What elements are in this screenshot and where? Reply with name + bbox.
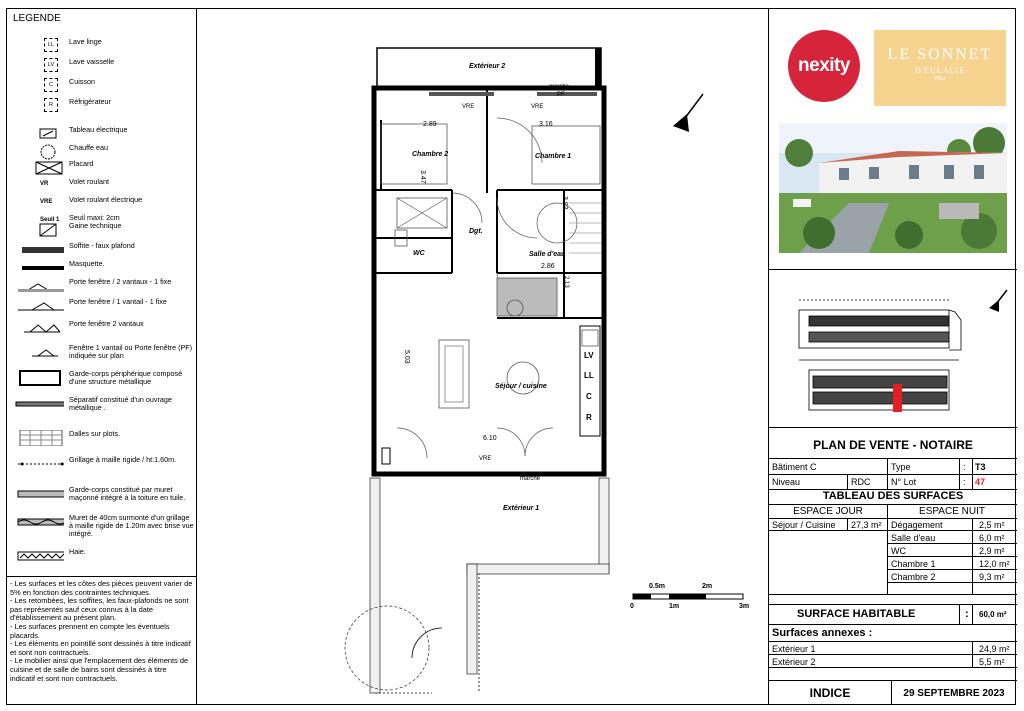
niveau-label: Niveau — [772, 477, 801, 487]
lot-highlight — [893, 384, 902, 412]
legend-symbol-drawing — [14, 514, 64, 530]
nuit-room-name: Chambre 2 — [891, 572, 936, 582]
annexe-name: Extérieur 1 — [772, 644, 816, 654]
note: - Les surfaces et les côtes des pièces peuvent varier de 5% en fonction des contraintes techniques. — [10, 579, 193, 597]
legend-label: Cuisson — [69, 77, 95, 86]
legend-symbol-drawing — [14, 144, 64, 160]
floor-plan — [197, 8, 768, 705]
legend-item — [6, 548, 197, 566]
nuit-room-value: 6,0 m² — [979, 533, 1005, 543]
legend-symbol — [14, 456, 64, 472]
type-label: Type — [891, 462, 911, 472]
habitable-separator: : — [965, 608, 969, 620]
legend-label: Placard — [69, 159, 94, 168]
dimension: 3.93 — [561, 196, 568, 210]
legend-symbol-drawing — [14, 320, 64, 336]
legend-symbol — [14, 98, 64, 114]
legend-symbol-text: VR — [40, 181, 49, 187]
annexe-name: Extérieur 2 — [772, 657, 816, 667]
legend-symbol — [14, 178, 64, 194]
appliance-label: C — [586, 392, 592, 401]
legend-item — [6, 38, 197, 56]
legend-symbol-drawing — [14, 260, 64, 276]
legend-item — [6, 242, 197, 260]
legend-symbol-drawing — [14, 278, 64, 294]
legend-symbol — [14, 514, 64, 530]
shower — [497, 278, 557, 316]
scale-bar — [633, 594, 743, 599]
surface-table — [769, 428, 1017, 705]
north-arrow-icon — [989, 290, 1007, 312]
scale-label: 3m — [739, 603, 750, 610]
legend-label: Haie. — [69, 547, 86, 556]
legend-label: Tableau électrique — [69, 125, 128, 134]
legend-item — [6, 178, 197, 196]
legend-symbol — [14, 126, 64, 142]
legend-symbol-drawing — [14, 486, 64, 502]
habitable-value: 60,0 m² — [979, 610, 1007, 619]
sheet-date: 29 SEPTEMBRE 2023 — [903, 688, 1005, 699]
legend-item — [6, 513, 197, 538]
niveau-value: RDC — [851, 477, 871, 487]
legend-symbol-drawing — [14, 160, 64, 176]
espace-nuit-heading: ESPACE NUIT — [919, 506, 985, 517]
room-label-exterieur-1: Extérieur 1 — [503, 505, 540, 512]
nuit-room-name: Chambre 1 — [891, 559, 936, 569]
tree — [345, 606, 429, 690]
legend-symbol — [14, 298, 64, 314]
annexes-title: Surfaces annexes : — [772, 627, 873, 639]
nuit-room-value: 12,0 m² — [979, 559, 1010, 569]
room-label-wc: WC — [413, 250, 425, 257]
legend-label: Séparatif constitué d'un ouvrage métallique . — [69, 395, 172, 412]
legend-item — [6, 260, 197, 278]
legend-symbol-drawing — [14, 344, 64, 360]
annexe-value: 5,5 m² — [979, 657, 1005, 667]
scale-label: 0.5m — [649, 583, 665, 590]
legend-symbol-text: VRE — [40, 199, 53, 205]
legend-label: Muret de 40cm surmonté d'un grillage à maille rigide de 1.20m avec brise vue intégré. — [69, 513, 194, 538]
legend-symbol — [14, 260, 64, 276]
legend-symbol — [14, 222, 64, 238]
legend-symbol — [14, 344, 64, 360]
legend-item — [6, 456, 197, 474]
legend-symbol-drawing — [14, 126, 64, 142]
legend-item — [6, 160, 197, 178]
sonnet-line-3: PAU — [935, 76, 945, 82]
habitable-label: SURFACE HABITABLE — [797, 608, 916, 620]
legend-symbol — [14, 370, 64, 386]
legend-label: Porte fenêtre / 2 vantaux - 1 fixe — [69, 277, 172, 286]
legend-item — [6, 396, 197, 414]
legend-symbol-text: LL — [44, 38, 58, 52]
legend-label: Volet roulant électrique — [69, 195, 143, 204]
legend-title: LEGENDE — [13, 13, 61, 24]
legend-symbol — [14, 160, 64, 176]
dimension: 2.13 — [563, 276, 569, 288]
legend-label: Garde-corps périphérique composé d'une structure métallique — [69, 369, 183, 386]
hedge-right — [599, 478, 609, 573]
type-value: T3 — [975, 462, 986, 472]
legend-item — [6, 344, 197, 362]
legend-label: Seuil maxi: 2cm — [69, 213, 120, 222]
dimension: 5.03 — [403, 350, 410, 364]
legend-label: Lave vaisselle — [69, 57, 115, 66]
legend-symbol — [14, 396, 64, 412]
legend-label: Lave linge — [69, 37, 102, 46]
legend-symbol-drawing — [14, 242, 64, 258]
legend-symbol — [14, 242, 64, 258]
nuit-room-name: Salle d'eau — [891, 533, 936, 543]
indice-label: INDICE — [809, 686, 851, 700]
legend-item — [6, 222, 197, 240]
plan-label: marche — [549, 84, 570, 90]
scale-label: 1m — [669, 603, 680, 610]
legend-symbol-drawing — [14, 222, 64, 238]
terrace-edge — [595, 48, 601, 88]
north-arrow-icon — [673, 94, 703, 132]
notes-block — [6, 576, 197, 686]
legend-symbol-drawing — [14, 548, 64, 564]
legend-label: Porte fenêtre 2 vantaux — [69, 319, 144, 328]
legend-label: Réfrigérateur — [69, 97, 111, 106]
note: - Les surfaces prennent en compte les éventuels placards. — [10, 621, 170, 640]
legend-symbol-text: C — [44, 78, 58, 92]
hedge-bottom — [467, 564, 609, 574]
legend-item — [6, 278, 197, 296]
legend-symbol — [14, 78, 64, 94]
legend-item — [6, 98, 197, 116]
legend-symbol-drawing — [14, 456, 64, 472]
nuit-room-value: 9,3 m² — [979, 572, 1005, 582]
nuit-room-name: WC — [891, 546, 906, 556]
dimension: 6.10 — [483, 435, 497, 442]
jour-room-value: 27,3 m² — [851, 520, 882, 530]
legend-symbol-text: Seuil 1 — [40, 217, 60, 223]
note: - Le mobilier ainsi que l'emplacement des éléments de cuisine et de salle de bains sont dessinés à titre indicatif et sont non contractuels. — [10, 656, 189, 683]
building-photo — [779, 123, 1007, 253]
legend-symbol-text: LV — [44, 58, 58, 72]
legend-label: Grillage à maille rigide / ht:1.60m. — [69, 455, 177, 464]
legend-item — [6, 298, 197, 316]
plan-label: VRE — [479, 456, 492, 462]
soffit-strip — [537, 92, 597, 96]
scale-label: 0 — [630, 603, 634, 610]
legend-label: Dalles sur plots. — [69, 429, 121, 438]
soffit-strip — [429, 92, 494, 96]
branding-panel — [769, 8, 1017, 270]
legend-symbol-drawing — [14, 370, 64, 386]
legend-label: Garde-corps constitué par muret maçonné intégré à la toiture en tuile. — [69, 485, 186, 502]
sheet-title: PLAN DE VENTE - NOTAIRE — [813, 438, 973, 452]
plan-label: PF — [557, 92, 565, 98]
appliance-label: LL — [584, 371, 594, 380]
legend-label: Soffite - faux plafond — [69, 241, 135, 250]
title-block — [768, 8, 1016, 705]
legend-symbol-text: R — [44, 98, 58, 112]
sofa — [439, 340, 469, 408]
site-plan-thumbnail — [769, 270, 1017, 428]
appliance-label: LV — [584, 351, 594, 360]
nuit-room-name: Dégagement — [891, 520, 943, 530]
annexe-value: 24,9 m² — [979, 644, 1010, 654]
nuit-room-value: 2,5 m² — [979, 520, 1005, 530]
legend-item — [6, 126, 197, 144]
legend-item — [6, 370, 197, 388]
sink — [582, 330, 598, 346]
stair-lines — [569, 203, 602, 253]
legend-symbol — [14, 486, 64, 502]
legend-symbol — [14, 430, 64, 446]
note: - Les retombées, les soffites, les faux-plafonds ne sont pas représentés sauf ceux connus à la date d'établissement au présent plan. — [10, 596, 189, 623]
exterieur-1-boundary — [374, 478, 604, 693]
type-separator: : — [963, 462, 966, 472]
hedge-corner — [467, 564, 477, 674]
legend-label: Gaine technique — [69, 221, 122, 230]
lot-separator: : — [963, 477, 966, 487]
legend-symbol — [14, 58, 64, 74]
room-label-chambre-1: Chambre 1 — [535, 153, 572, 160]
legend-label: Chauffe eau — [69, 143, 109, 152]
hedge-left — [370, 478, 380, 693]
legend-item — [6, 78, 197, 96]
legend-item — [6, 196, 197, 214]
room-label-chambre-2: Chambre 2 — [412, 151, 449, 158]
sonnet-line-1: LE SONNET — [887, 46, 993, 63]
electrical-panel — [382, 448, 390, 464]
dimension: 2.86 — [541, 263, 555, 270]
dimension: 3.16 — [539, 121, 553, 128]
legend-label: Porte fenêtre / 1 vantail - 1 fixe — [69, 297, 167, 306]
gate-swing — [412, 628, 442, 658]
lot-value: 47 — [975, 477, 986, 487]
plan-label: marche — [520, 476, 541, 482]
legend-item — [6, 58, 197, 76]
room-label-dgt: Dgt. — [469, 228, 483, 235]
legend-symbol-drawing — [14, 430, 64, 446]
legend-symbol-drawing — [14, 396, 64, 412]
plan-label: VRE — [462, 104, 475, 110]
legend-symbol — [14, 144, 64, 160]
dimension: 3.47 — [419, 170, 426, 184]
legend-symbol — [14, 38, 64, 54]
espace-jour-heading: ESPACE JOUR — [793, 506, 863, 517]
dimension: 2.89 — [423, 121, 437, 128]
scale-label: 2m — [702, 583, 713, 590]
le-sonnet-logo — [874, 30, 1006, 106]
room-label-sejour: Séjour / cuisine — [495, 383, 547, 390]
legend-item — [6, 486, 197, 504]
nexity-logo-text: nexity — [798, 55, 850, 76]
legend-label: Fenêtre 1 vantail ou Porte fenêtre (PF) indiquée sur plan — [69, 343, 193, 360]
lot-label: N° Lot — [891, 477, 917, 487]
legend-label: Volet roulant — [69, 177, 109, 186]
surfaces-title: TABLEAU DES SURFACES — [822, 490, 964, 502]
legend-symbol — [14, 320, 64, 336]
site-plan-drawing — [769, 270, 1017, 428]
sonnet-line-2: D'EULALIE — [915, 66, 965, 75]
legend-symbol — [14, 278, 64, 294]
legend-symbol-drawing — [14, 298, 64, 314]
plan-label: VRE — [531, 104, 544, 110]
nexity-logo — [788, 30, 860, 102]
legend-panel — [6, 8, 197, 705]
room-label-salle-eau: Salle d'eau — [529, 251, 566, 258]
jour-room-name: Séjour / Cuisine — [772, 520, 836, 530]
appliance-label: R — [586, 413, 592, 422]
legend-symbol — [14, 196, 64, 212]
nuit-room-value: 2,9 m² — [979, 546, 1005, 556]
room-label-exterieur-2: Extérieur 2 — [469, 63, 506, 70]
legend-label: Masquette. — [69, 259, 105, 268]
legend-symbol — [14, 548, 64, 564]
legend-item — [6, 320, 197, 338]
batiment: Bâtiment C — [772, 462, 817, 472]
note: - Les éléments en pointillé sont dessinés à titre indicatif et sont non contractuels. — [10, 639, 191, 657]
legend-item — [6, 430, 197, 448]
